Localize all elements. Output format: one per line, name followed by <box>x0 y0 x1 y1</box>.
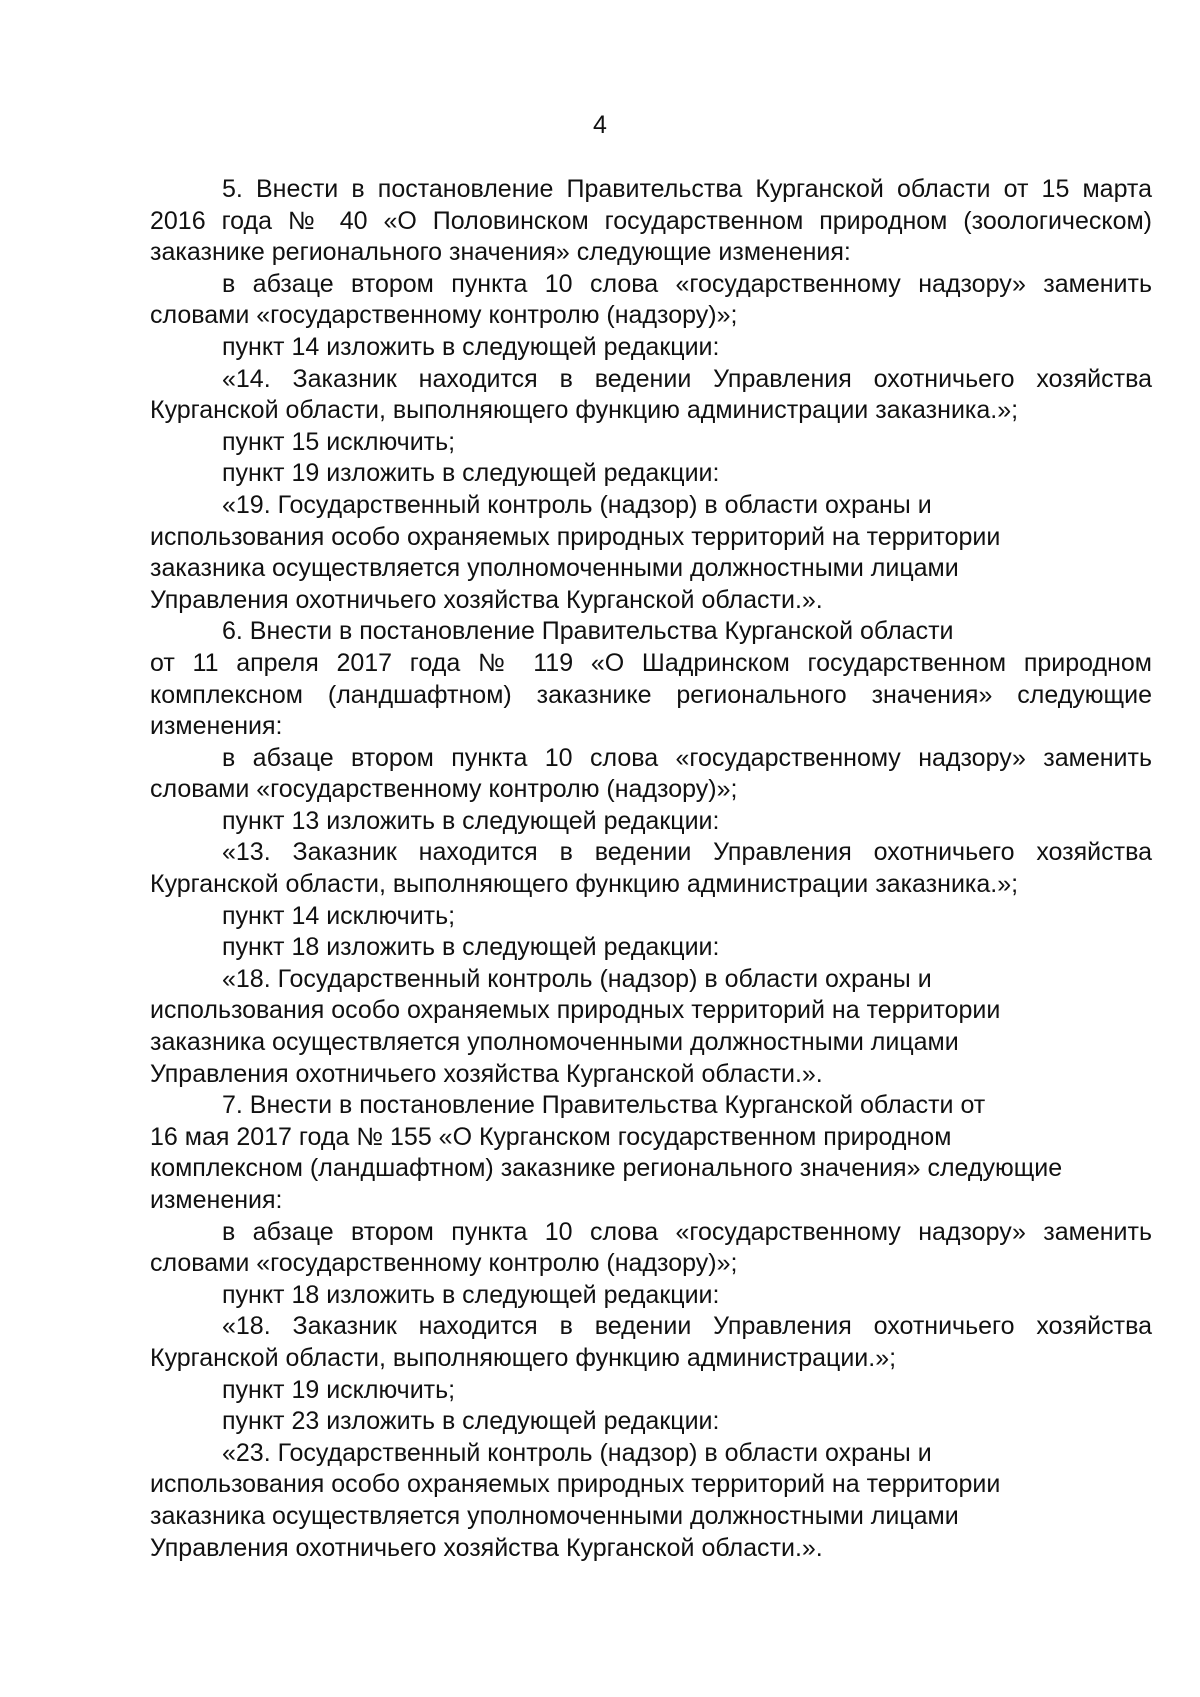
paragraph-punkt-18-intro: пункт 18 изложить в следующей редакции: <box>222 1280 720 1309</box>
paragraph-punkt-14-text: «14. Заказник находится в ведении Управления охотничьего хозяйства Курганской области, выполняющего функцию администрации заказника.»; <box>150 364 1152 425</box>
paragraph-punkt-18-intro: пункт 18 изложить в следующей редакции: <box>222 933 720 962</box>
document-body <box>150 174 1152 1564</box>
page-number: 4 <box>593 111 607 139</box>
paragraph-item-5: 5. Внести в постановление Правительства Курганской области от 15 марта 2016 года № 40 «О Половинском государственном природном (зоологическом) заказнике регионального значения» следующие изменения: <box>150 175 1152 267</box>
paragraph-punkt-14-intro: пункт 14 изложить в следующей редакции: <box>222 332 720 361</box>
paragraph-punkt-23-intro: пункт 23 изложить в следующей редакции: <box>222 1407 720 1436</box>
paragraph-punkt-13-text: «13. Заказник находится в ведении Управления охотничьего хозяйства Курганской области, выполняющего функцию администрации заказника.»; <box>150 838 1152 899</box>
paragraph-punkt-15-exclude: пункт 15 исключить; <box>222 427 456 456</box>
paragraph-amend-abzac: в абзаце втором пункта 10 слова «государственному надзору» заменить словами «государственному контролю (надзору)»; <box>150 743 1152 804</box>
paragraph-punkt-14-exclude: пункт 14 исключить; <box>222 901 456 930</box>
paragraph-punkt-18-text: «18. Заказник находится в ведении Управления охотничьего хозяйства Курганской области, выполняющего функцию администрации.»; <box>150 1312 1152 1372</box>
paragraph-punkt-13-intro: пункт 13 изложить в следующей редакции: <box>222 806 720 835</box>
paragraph-punkt-18-text: «18. Государственный контроль (надзор) в области охраны и использования особо охраняемых природных территорий на территории заказника осуществляется уполномоченными должностными лицами Управления охотничьего хозяйства Курганской области.». <box>150 964 1001 1088</box>
paragraph-punkt-23-text: «23. Государственный контроль (надзор) в области охраны и использования особо охраняемых природных территорий на территории заказника осуществляется уполномоченными должностными лицами Управления охотничьего хозяйства Курганской области.». <box>150 1438 1001 1562</box>
paragraph-amend-abzac: в абзаце втором пункта 10 слова «государственному надзору» заменить словами «государственному контролю (надзору)»; <box>150 269 1152 330</box>
paragraph-item-6: 6. Внести в постановление Правительства Курганской области от 11 апреля 2017 года № 119 «О Шадринском государственном природном комплексном (ландшафтном) заказнике регионального значения» следующие изменения: <box>150 617 1152 741</box>
paragraph-item-7: 7. Внести в постановление Правительства Курганской области от 16 мая 2017 года № 155 «О Курганском государственном природном комплексном (ландшафтном) заказнике регионального значения» следующие изменения: <box>150 1091 1063 1214</box>
paragraph-punkt-19-text: «19. Государственный контроль (надзор) в области охраны и использования особо охраняемых природных территорий на территории заказника осуществляется уполномоченными должностными лицами Управления охотничьего хозяйства Курганской области.». <box>150 490 1001 614</box>
paragraph-amend-abzac: в абзаце втором пункта 10 слова «государственному надзору» заменить словами «государственному контролю (надзору)»; <box>150 1217 1152 1278</box>
paragraph-punkt-19-exclude: пункт 19 исключить; <box>222 1375 456 1404</box>
paragraph-punkt-19-intro: пункт 19 изложить в следующей редакции: <box>222 459 720 488</box>
